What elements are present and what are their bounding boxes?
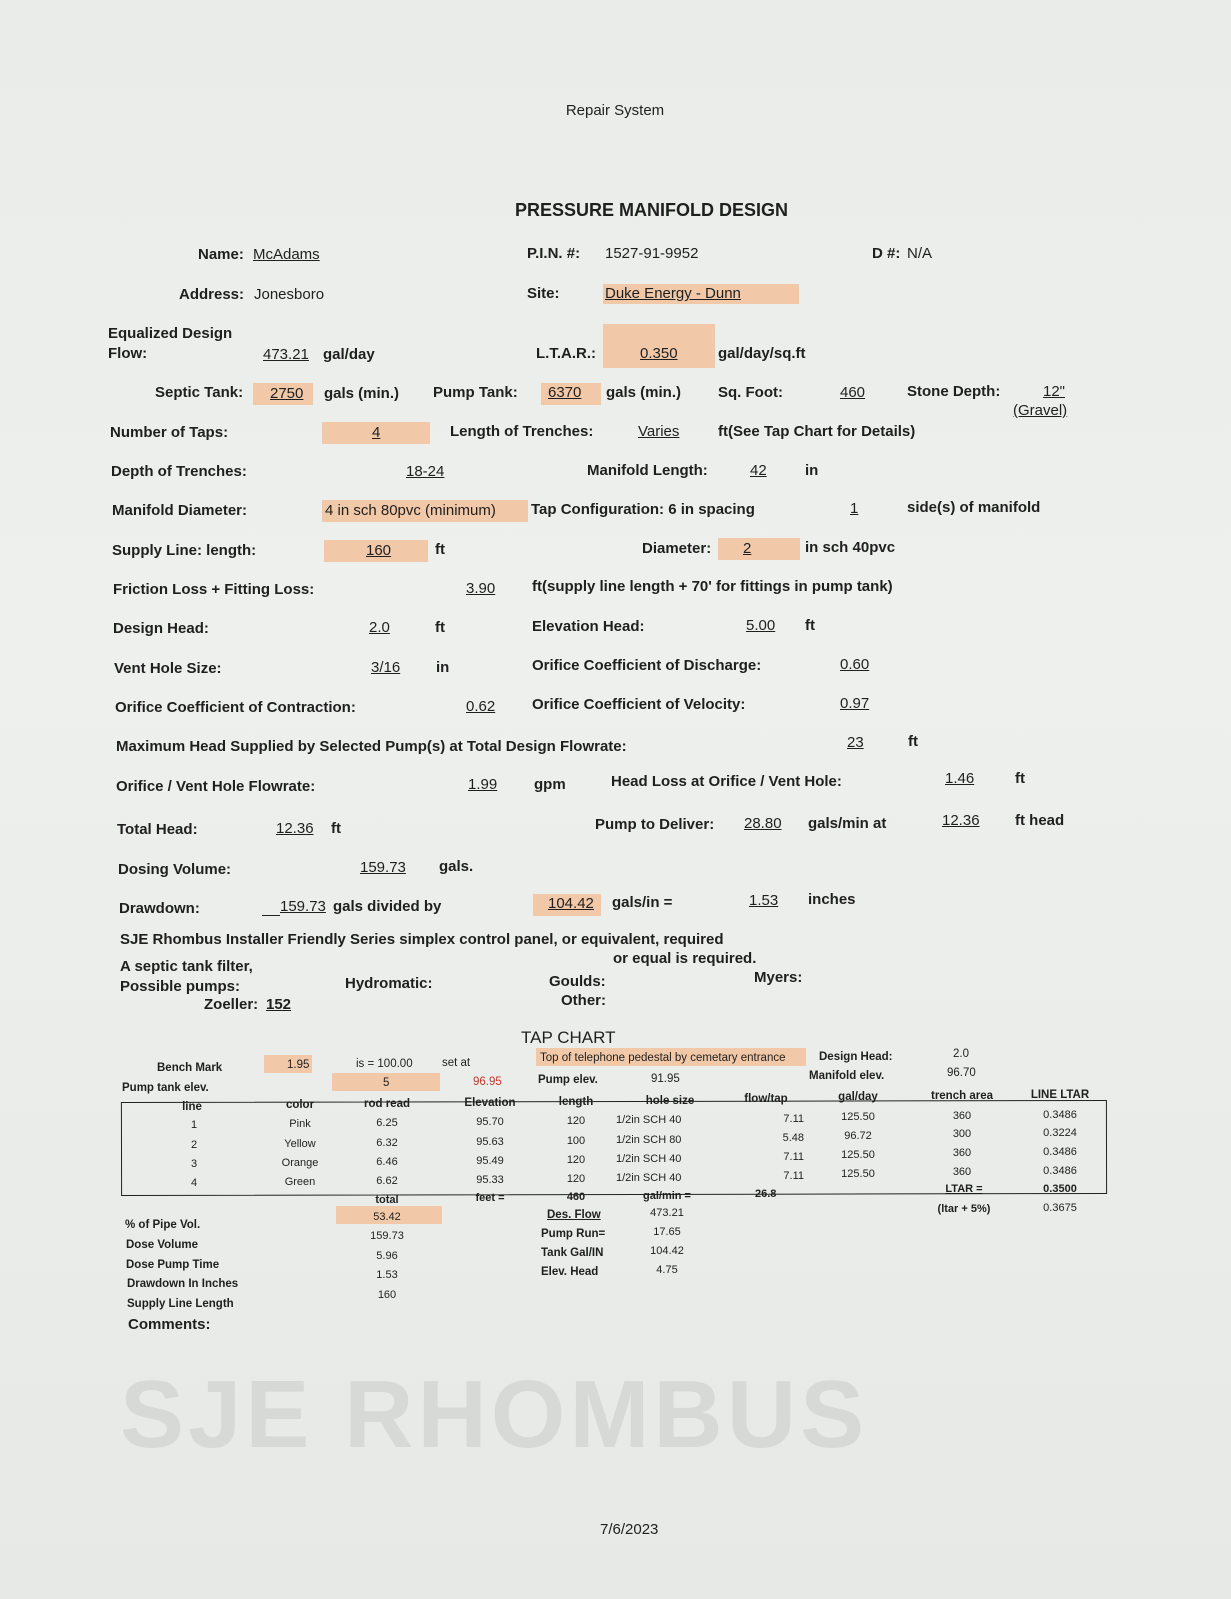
elev-head-value: 5.00 xyxy=(746,617,776,634)
col-line: line xyxy=(182,1101,202,1113)
site-label: Site: xyxy=(527,285,560,302)
row1-color: Pink xyxy=(289,1118,311,1130)
col-elevation: Elevation xyxy=(464,1097,516,1109)
tap-sides-label: side(s) of manifold xyxy=(907,499,1041,516)
possible-pumps-label: Possible pumps: xyxy=(120,978,241,995)
row4-length: 120 xyxy=(566,1173,586,1185)
drawdown-label: Drawdown: xyxy=(119,900,200,917)
tap-sides-value: 1 xyxy=(850,500,859,517)
col-length: length xyxy=(558,1096,594,1108)
flow-total: 26.8 xyxy=(755,1188,777,1200)
bench-label: Bench Mark xyxy=(157,1062,223,1074)
pump-elev-value: 96.95 xyxy=(473,1076,502,1088)
total-head-value: 12.36 xyxy=(276,820,314,837)
row2-line: 2 xyxy=(190,1139,198,1151)
manifold-dia-label: Manifold Diameter: xyxy=(112,502,248,519)
design-head-label: Design Head: xyxy=(113,620,209,637)
hlo-label: Head Loss at Orifice / Vent Hole: xyxy=(611,773,842,790)
tank-gal-in-value: 104.42 xyxy=(650,1245,684,1257)
ocv-label: Orifice Coefficient of Velocity: xyxy=(532,696,746,713)
ptd-head: 12.36 xyxy=(942,812,980,829)
row3-flow: 7.11 xyxy=(783,1151,804,1163)
address-label: Address: xyxy=(179,286,245,303)
dose-pump-time-value: 5.96 xyxy=(376,1250,398,1262)
dose-volume-value: 159.73 xyxy=(370,1230,404,1242)
d-label: D #: xyxy=(872,245,901,262)
trench-len-value: Varies xyxy=(638,423,680,440)
ltar-total-label: LTAR = xyxy=(945,1183,983,1195)
pump-elev-label: Pump tank elev. xyxy=(122,1082,209,1094)
name-label: Name: xyxy=(198,246,244,263)
tc-design-head-label: Design Head: xyxy=(819,1051,893,1063)
diameter-unit: in sch 40pvc xyxy=(805,539,896,556)
row2-gpd: 96.72 xyxy=(844,1130,872,1142)
taps-label: Number of Taps: xyxy=(110,424,229,441)
des-flow-label: Des. Flow xyxy=(547,1209,601,1221)
occ-value: 0.62 xyxy=(466,698,496,715)
dose-pump-time-label: Dose Pump Time xyxy=(126,1259,220,1271)
friction-label: Friction Loss + Fitting Loss: xyxy=(113,581,315,598)
row4-elev: 95.33 xyxy=(476,1174,504,1186)
ltar-label: L.T.A.R.: xyxy=(536,345,596,362)
page-title: PRESSURE MANIFOLD DESIGN xyxy=(515,200,789,220)
dosing-value: 159.73 xyxy=(360,859,406,876)
depth-label: Depth of Trenches: xyxy=(111,463,247,480)
max-head-value: 23 xyxy=(847,734,864,751)
occ-label: Orifice Coefficient of Contraction: xyxy=(115,699,356,716)
sqft-value: 460 xyxy=(840,384,866,401)
diameter-highlight xyxy=(718,538,800,560)
manifold-dia-value: 4 in sch 80pvc (minimum) xyxy=(325,502,496,519)
total-head-label: Total Head: xyxy=(117,821,198,838)
max-head-label: Maximum Head Supplied by Selected Pump(s) at Total Design Flowrate: xyxy=(116,738,627,755)
septic-unit: gals (min.) xyxy=(324,385,400,402)
sqft-label: Sq. Foot: xyxy=(718,384,783,401)
total-label: total xyxy=(375,1194,399,1206)
galmin-label: gal/min = xyxy=(643,1190,691,1202)
row1-line: 1 xyxy=(190,1119,198,1131)
col-gal-day: gal/day xyxy=(838,1091,878,1103)
row2-length: 100 xyxy=(566,1135,586,1147)
supply-value: 160 xyxy=(366,542,392,559)
note-control-panel: SJE Rhombus Installer Friendly Series simplex control panel, or equivalent, required xyxy=(120,931,724,948)
row1-elev: 95.70 xyxy=(476,1116,504,1128)
ltar-unit: gal/day/sq.ft xyxy=(718,345,806,362)
supply-label: Supply Line: length: xyxy=(112,542,257,559)
vent-label: Vent Hole Size: xyxy=(114,660,222,677)
septic-label: Septic Tank: xyxy=(155,384,244,401)
stone-sub: (Gravel) xyxy=(1013,402,1068,419)
pump-tank-label: Pump Tank: xyxy=(433,384,518,401)
is-label: is = 100.00 xyxy=(356,1058,413,1070)
ptd-value: 28.80 xyxy=(744,815,782,832)
des-flow-value: 473.21 xyxy=(650,1207,684,1219)
tc-design-head-value: 2.0 xyxy=(953,1048,969,1060)
edf-label-1: Equalized Design xyxy=(108,325,233,342)
row4-ltar: 0.3486 xyxy=(1043,1165,1077,1177)
ovh-value: 1.99 xyxy=(468,776,498,793)
vent-unit: in xyxy=(436,659,450,676)
manifold-elev-label: Manifold elev. xyxy=(809,1070,885,1082)
stone-value: 12" xyxy=(1043,383,1066,400)
hlo-value: 1.46 xyxy=(945,770,975,787)
row1-ltar: 0.3486 xyxy=(1043,1109,1077,1121)
row1-rod: 6.25 xyxy=(376,1117,398,1129)
hlo-unit: ft xyxy=(1015,770,1025,787)
ltar5-value: 0.3675 xyxy=(1043,1202,1077,1214)
ltar-value: 0.350 xyxy=(640,345,678,362)
pump-rod: 5 xyxy=(383,1077,390,1089)
vent-value: 3/16 xyxy=(371,659,401,676)
pump-run-label: Pump Run= xyxy=(541,1228,606,1240)
edf-label-2: Flow: xyxy=(108,345,148,362)
drawdown-in: 1.53 xyxy=(749,892,779,909)
row1-flow: 7.11 xyxy=(783,1113,804,1125)
goulds-label: Goulds: xyxy=(549,973,606,990)
col-line-ltar: LINE LTAR xyxy=(1030,1089,1090,1101)
row4-color: Green xyxy=(284,1176,316,1188)
elev-head-sum-label: Elev. Head xyxy=(541,1266,599,1278)
elev-head-unit: ft xyxy=(805,617,815,634)
dosing-label: Dosing Volume: xyxy=(118,861,232,878)
site-value: Duke Energy - Dunn xyxy=(605,285,741,302)
manifold-elev-value: 96.70 xyxy=(947,1067,976,1079)
diameter-label: Diameter: xyxy=(642,540,712,557)
repair-system-label: Repair System xyxy=(565,102,665,119)
row4-area: 360 xyxy=(952,1166,972,1178)
zoeller-label: Zoeller: xyxy=(204,996,259,1013)
row3-ltar: 0.3486 xyxy=(1043,1146,1077,1158)
ocv-value: 0.97 xyxy=(840,695,870,712)
diameter-value: 2 xyxy=(743,540,752,557)
pipe-vol-label: % of Pipe Vol. xyxy=(125,1219,201,1231)
row3-length: 120 xyxy=(566,1154,586,1166)
elev-head-label: Elevation Head: xyxy=(532,618,645,635)
row3-gpd: 125.50 xyxy=(841,1149,875,1161)
pump-elev2-label: Pump elev. xyxy=(538,1074,598,1086)
d-value: N/A xyxy=(907,245,933,262)
length-total: 460 xyxy=(566,1191,586,1203)
drawdown-inches-label: Drawdown In Inches xyxy=(127,1278,239,1290)
pump-run-value: 17.65 xyxy=(653,1226,681,1238)
row3-color: Orange xyxy=(281,1157,319,1169)
pin-value: 1527-91-9952 xyxy=(605,245,699,262)
friction-value: 3.90 xyxy=(466,580,496,597)
supply-line-length-value: 160 xyxy=(377,1289,397,1301)
tank-gal-in-label: Tank Gal/IN xyxy=(541,1247,604,1259)
myers-label: Myers: xyxy=(754,969,803,986)
drawdown-text: gals divided by xyxy=(333,898,442,915)
row2-area: 300 xyxy=(952,1128,972,1140)
row4-hole: 1/2in SCH 40 xyxy=(616,1172,682,1184)
row3-area: 360 xyxy=(952,1147,972,1159)
septic-value: 2750 xyxy=(270,385,304,402)
row4-line: 4 xyxy=(190,1177,198,1189)
drawdown-inches-value: 1.53 xyxy=(376,1269,398,1281)
supply-line-length-label: Supply Line Length xyxy=(127,1298,234,1310)
row1-area: 360 xyxy=(952,1110,972,1122)
stone-label: Stone Depth: xyxy=(907,383,1001,400)
max-head-unit: ft xyxy=(908,733,918,750)
row1-gpd: 125.50 xyxy=(841,1111,875,1123)
ptd-label: Pump to Deliver: xyxy=(595,816,715,833)
pump-tank-unit: gals (min.) xyxy=(606,384,682,401)
ltar5-label: (ltar + 5%) xyxy=(937,1203,991,1215)
comments-label: Comments: xyxy=(128,1316,211,1333)
drawdown-in-unit: inches xyxy=(808,891,856,908)
row2-color: Yellow xyxy=(284,1138,316,1150)
manifold-len-unit: in xyxy=(805,462,819,479)
total-head-unit: ft xyxy=(331,820,341,837)
col-color: color xyxy=(285,1099,315,1111)
tap-config: Tap Configuration: 6 in spacing xyxy=(531,501,755,518)
trench-len-label: Length of Trenches: xyxy=(450,423,594,440)
row2-elev: 95.63 xyxy=(476,1136,504,1148)
row4-flow: 7.11 xyxy=(783,1170,804,1182)
row1-hole: 1/2in SCH 40 xyxy=(616,1114,682,1126)
ocd-label: Orifice Coefficient of Discharge: xyxy=(532,657,762,674)
dose-volume-label: Dose Volume xyxy=(126,1239,198,1251)
row3-line: 3 xyxy=(190,1158,198,1170)
set-at-label: set at xyxy=(442,1057,471,1069)
row4-gpd: 125.50 xyxy=(841,1168,875,1180)
pipe-vol-value: 53.42 xyxy=(373,1211,401,1223)
manifold-len-label: Manifold Length: xyxy=(587,462,708,479)
col-rod-read: rod read xyxy=(363,1098,410,1110)
depth-value: 18-24 xyxy=(406,463,445,480)
pin-label: P.I.N. #: xyxy=(527,245,581,262)
edf-value: 473.21 xyxy=(263,346,309,363)
row2-rod: 6.32 xyxy=(376,1137,398,1149)
date: 7/6/2023 xyxy=(600,1521,659,1538)
drawdown-gpi-unit: gals/in = xyxy=(612,894,673,911)
bench-desc: Top of telephone pedestal by cemetary entrance xyxy=(540,1052,786,1064)
other-label: Other: xyxy=(561,992,606,1009)
design-head-unit: ft xyxy=(435,619,445,636)
edf-unit: gal/day xyxy=(323,346,375,363)
feet-label: feet = xyxy=(475,1192,505,1204)
taps-value: 4 xyxy=(372,424,381,441)
drawdown-value: 159.73 xyxy=(280,898,326,915)
elev-head-sum-value: 4.75 xyxy=(656,1264,678,1276)
row3-rod: 6.46 xyxy=(376,1156,398,1168)
row2-flow: 5.48 xyxy=(782,1132,804,1144)
address-value: Jonesboro xyxy=(254,286,325,303)
col-hole-size: hole size xyxy=(645,1095,695,1107)
bench-value: 1.95 xyxy=(287,1059,310,1071)
col-flow-tap: flow/tap xyxy=(744,1093,788,1105)
design-head-value: 2.0 xyxy=(369,619,390,636)
trench-len-note: ft(See Tap Chart for Details) xyxy=(718,423,916,440)
note-filter: A septic tank filter, xyxy=(120,958,253,975)
sje-rhombus-watermark: SJE RHOMBUS xyxy=(120,1361,869,1468)
row1-length: 120 xyxy=(566,1115,586,1127)
note-filter-2: or equal is required. xyxy=(613,950,757,967)
ovh-label: Orifice / Vent Hole Flowrate: xyxy=(116,778,316,795)
row3-elev: 95.49 xyxy=(476,1155,504,1167)
pump-elev2-value: 91.95 xyxy=(651,1073,680,1085)
dosing-unit: gals. xyxy=(439,858,474,875)
row2-ltar: 0.3224 xyxy=(1043,1127,1077,1139)
ovh-unit: gpm xyxy=(534,776,566,793)
row3-hole: 1/2in SCH 40 xyxy=(616,1153,682,1165)
zoeller-value: 152 xyxy=(266,996,292,1013)
col-trench-area: trench area xyxy=(930,1090,993,1102)
hydromatic-label: Hydromatic: xyxy=(345,975,433,992)
drawdown-gpi: 104.42 xyxy=(548,895,594,912)
row4-rod: 6.62 xyxy=(376,1175,398,1187)
drawdown-underline xyxy=(262,898,280,916)
ocd-value: 0.60 xyxy=(840,656,870,673)
ptd-unit: gals/min at xyxy=(808,815,887,832)
name-value: McAdams xyxy=(253,246,320,263)
row2-hole: 1/2in SCH 80 xyxy=(616,1134,682,1146)
supply-unit: ft xyxy=(435,541,445,558)
pump-tank-value: 6370 xyxy=(548,384,582,401)
friction-note: ft(supply line length + 70' for fittings in pump tank) xyxy=(532,578,893,595)
ltar-total: 0.3500 xyxy=(1043,1183,1077,1195)
tap-chart-title: TAP CHART xyxy=(521,1028,616,1047)
ptd-head-unit: ft head xyxy=(1015,812,1065,829)
manifold-len-value: 42 xyxy=(750,462,767,479)
